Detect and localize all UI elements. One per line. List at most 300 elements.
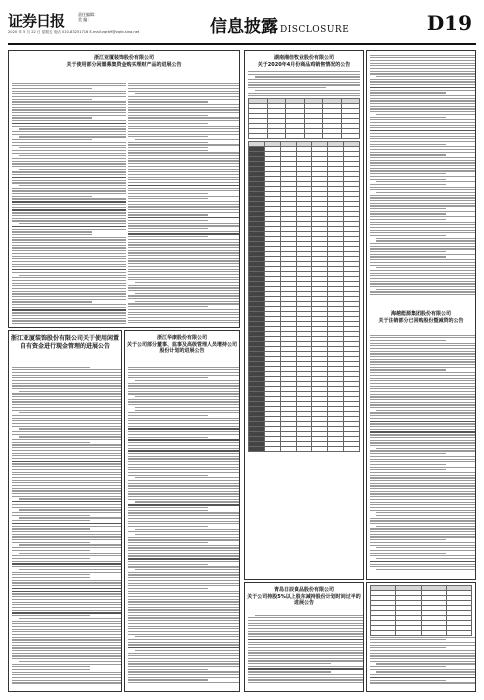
text-line	[128, 285, 240, 286]
text-line	[12, 288, 126, 289]
text-line	[128, 663, 240, 664]
text-line	[12, 369, 122, 370]
text-line	[12, 580, 122, 581]
announcement-4-summary-table	[248, 98, 360, 139]
text-line	[12, 396, 122, 397]
text-line	[12, 485, 122, 486]
text-line	[370, 523, 476, 524]
text-line	[12, 442, 90, 443]
text-line	[370, 642, 476, 643]
text-line	[128, 599, 240, 600]
text-line	[12, 245, 126, 246]
announcement-2	[8, 330, 122, 692]
text-line	[248, 663, 331, 664]
text-line	[370, 149, 476, 150]
text-line	[248, 679, 364, 680]
text-line	[248, 639, 364, 640]
text-line	[12, 547, 122, 548]
text-line	[12, 258, 126, 259]
text-line	[12, 401, 122, 402]
text-line	[128, 287, 240, 288]
text-line	[370, 394, 476, 395]
text-line	[128, 214, 208, 215]
text-line	[128, 469, 240, 470]
text-line	[370, 122, 476, 123]
table-cell	[312, 447, 328, 452]
text-line	[128, 547, 240, 548]
text-line	[12, 626, 122, 627]
text-line	[12, 377, 122, 378]
text-line	[12, 431, 122, 432]
text-line	[128, 131, 240, 132]
text-line	[12, 196, 92, 197]
text-line	[12, 299, 126, 300]
text-line	[376, 410, 476, 411]
text-line	[135, 529, 240, 530]
text-line	[370, 100, 476, 101]
text-line	[12, 418, 122, 419]
text-line	[128, 117, 240, 118]
text-line	[128, 564, 208, 565]
text-line	[370, 356, 476, 357]
text-line	[370, 146, 476, 147]
text-line	[12, 488, 122, 489]
text-line	[12, 261, 126, 262]
text-line	[128, 488, 240, 489]
text-line	[370, 361, 476, 362]
text-line	[370, 343, 476, 344]
text-line	[12, 83, 126, 84]
text-line	[128, 179, 240, 180]
text-line	[135, 93, 240, 94]
text-line	[128, 123, 208, 124]
newspaper-logo: 证券日报	[8, 12, 65, 30]
text-line	[128, 217, 240, 218]
announcement-6-text	[245, 613, 364, 691]
text-line	[12, 607, 122, 608]
announcement-5-company: 海越能源集团股份有限公司	[390, 311, 451, 317]
text-line	[128, 158, 240, 159]
text-line	[128, 653, 240, 654]
text-line	[370, 450, 476, 451]
text-line	[370, 372, 476, 373]
text-line	[376, 663, 476, 664]
text-line	[370, 337, 476, 338]
text-line	[128, 193, 208, 194]
text-line	[370, 645, 476, 646]
announcement-2-text	[9, 365, 122, 691]
text-line	[12, 474, 122, 475]
text-line	[12, 666, 90, 667]
text-line	[248, 620, 364, 621]
text-line	[12, 229, 126, 230]
text-line	[12, 604, 122, 605]
text-line	[12, 501, 122, 502]
text-line	[248, 633, 364, 634]
text-line	[370, 345, 476, 346]
text-line	[370, 415, 476, 416]
text-line	[12, 256, 126, 257]
text-line	[12, 163, 126, 164]
text-line	[128, 236, 208, 237]
text-line	[12, 231, 92, 232]
text-line	[128, 458, 240, 459]
text-line	[12, 534, 122, 535]
text-line	[12, 320, 126, 321]
text-line	[12, 664, 122, 665]
text-line	[12, 542, 90, 543]
text-line	[128, 274, 240, 275]
text-line	[370, 483, 476, 484]
text-line	[128, 475, 208, 476]
text-line	[370, 386, 476, 387]
text-line	[370, 246, 476, 247]
text-line	[135, 636, 240, 637]
text-line	[135, 410, 240, 411]
text-line	[12, 107, 126, 108]
text-line	[12, 385, 122, 386]
announcement-1-heading	[9, 55, 239, 68]
text-line	[12, 88, 92, 89]
announcement-4-intro	[245, 71, 363, 96]
text-line	[12, 572, 122, 573]
dateline: 2020 年 5 月 22 日 星期五 电话 010-83251716 E-mail:zqrb9@zqrb.sina.net	[8, 30, 140, 34]
text-line	[12, 215, 126, 216]
text-line	[370, 650, 476, 651]
text-line	[370, 281, 476, 282]
text-line	[370, 459, 476, 460]
text-line	[19, 618, 122, 619]
text-line	[128, 182, 240, 183]
text-line	[12, 655, 122, 656]
text-line	[12, 207, 126, 208]
section-title	[210, 12, 349, 37]
table-cell	[296, 447, 312, 452]
designer-line: 美 编：	[78, 17, 92, 22]
text-line	[128, 209, 240, 210]
text-line	[128, 147, 208, 148]
text-line	[135, 282, 240, 283]
text-line	[248, 660, 364, 661]
text-line	[128, 239, 240, 240]
text-line	[135, 650, 240, 651]
text-line	[12, 177, 126, 178]
text-line	[370, 81, 476, 82]
text-line	[370, 364, 476, 365]
text-line	[135, 569, 240, 570]
text-line	[12, 420, 122, 421]
text-line	[370, 195, 476, 196]
section-title-cn: 信息披露	[210, 17, 278, 37]
text-line	[370, 566, 476, 567]
text-line	[12, 621, 122, 622]
text-line	[128, 609, 240, 610]
text-line	[12, 593, 122, 594]
text-line	[12, 677, 122, 678]
text-line	[12, 650, 122, 651]
text-line	[12, 174, 126, 175]
text-line	[370, 275, 476, 276]
text-line	[128, 577, 240, 578]
text-line	[128, 523, 240, 524]
text-line	[12, 85, 126, 86]
table-cell	[264, 447, 280, 452]
text-line	[12, 410, 122, 411]
text-line	[12, 637, 122, 638]
text-line	[248, 84, 360, 85]
text-line	[135, 396, 240, 397]
text-line	[12, 112, 126, 113]
announcement-6	[244, 582, 364, 692]
text-line	[19, 147, 126, 148]
text-line	[12, 585, 122, 586]
text-line	[128, 531, 240, 532]
text-line	[248, 617, 364, 618]
text-line	[370, 213, 446, 214]
text-line	[12, 682, 122, 683]
text-line	[370, 528, 476, 529]
table-cell	[249, 134, 268, 139]
text-line	[370, 227, 476, 228]
text-line	[248, 625, 364, 626]
text-line	[12, 423, 122, 424]
text-line	[128, 320, 240, 321]
text-line	[12, 117, 92, 118]
text-line	[12, 453, 122, 454]
text-line	[370, 477, 476, 478]
text-line	[12, 674, 122, 675]
text-line	[12, 237, 126, 238]
text-line	[128, 312, 240, 313]
text-line	[12, 139, 92, 140]
text-line	[128, 572, 240, 573]
text-line	[12, 375, 122, 376]
text-line	[128, 367, 240, 368]
text-line	[12, 469, 122, 470]
text-line	[128, 101, 208, 102]
text-line	[128, 420, 240, 421]
text-line	[12, 515, 90, 516]
text-line	[19, 155, 126, 156]
text-line	[12, 158, 126, 159]
text-line	[248, 668, 364, 669]
text-line	[12, 266, 126, 267]
text-line	[12, 318, 126, 319]
text-line	[128, 401, 240, 402]
announcement-1-company: 浙江亚厦装饰股份有限公司	[93, 55, 154, 61]
text-line	[370, 73, 476, 74]
text-line	[128, 258, 240, 259]
text-line	[128, 561, 240, 562]
text-line	[128, 399, 240, 400]
text-line	[370, 348, 476, 349]
text-line	[12, 104, 126, 105]
text-line	[128, 467, 240, 468]
text-line	[370, 68, 476, 69]
text-line	[12, 204, 126, 205]
announcement-1-text-col-2	[125, 81, 240, 327]
text-line	[370, 133, 476, 134]
text-line	[370, 136, 476, 137]
text-line	[370, 475, 476, 476]
text-line	[12, 234, 92, 235]
text-line	[248, 644, 364, 645]
text-line	[128, 196, 240, 197]
masthead-rule	[8, 43, 476, 45]
text-line	[128, 496, 240, 497]
text-line	[370, 534, 476, 535]
text-line	[12, 393, 122, 394]
text-line	[370, 248, 476, 249]
text-line	[370, 273, 476, 274]
text-line	[128, 317, 240, 318]
text-line	[370, 421, 476, 422]
text-line	[128, 247, 240, 248]
text-line	[128, 372, 240, 373]
text-line	[12, 550, 90, 551]
text-line	[128, 152, 240, 153]
text-line	[12, 596, 122, 597]
text-line	[12, 591, 122, 592]
text-line	[376, 547, 476, 548]
text-line	[12, 504, 122, 505]
text-line	[128, 558, 240, 559]
text-line	[370, 168, 476, 169]
text-line	[248, 79, 360, 80]
section-title-en: DISCLOSURE	[280, 25, 350, 35]
text-line	[128, 601, 240, 602]
text-line	[12, 426, 122, 427]
text-line	[12, 472, 122, 473]
text-line	[370, 232, 476, 233]
announcement-6-company: 青岛日辰食品股份有限公司	[273, 587, 334, 593]
text-line	[370, 65, 476, 66]
text-line	[370, 154, 446, 155]
text-line	[12, 566, 122, 567]
text-line	[12, 253, 126, 254]
text-line	[128, 628, 240, 629]
text-line	[128, 185, 240, 186]
text-line	[19, 509, 122, 510]
text-line	[12, 450, 122, 451]
table-row	[249, 447, 360, 452]
text-line	[248, 658, 364, 659]
text-line	[128, 169, 240, 170]
text-line	[248, 666, 364, 667]
text-line	[370, 653, 476, 654]
text-line	[376, 671, 476, 672]
text-line	[12, 264, 126, 265]
text-line	[370, 359, 476, 360]
text-line	[128, 507, 208, 508]
text-line	[370, 189, 476, 190]
text-line	[12, 599, 122, 600]
text-line	[135, 501, 240, 502]
text-line	[12, 134, 126, 135]
table-row	[249, 134, 360, 139]
text-line	[12, 461, 122, 462]
text-line	[370, 391, 476, 392]
text-line	[128, 303, 240, 304]
text-line	[370, 561, 476, 562]
text-line	[370, 488, 476, 489]
text-line	[12, 388, 122, 389]
text-line	[128, 504, 240, 505]
text-line	[128, 295, 240, 296]
text-line	[12, 242, 126, 243]
text-line	[12, 561, 122, 562]
text-line	[12, 447, 122, 448]
text-line	[12, 323, 126, 324]
text-line	[12, 96, 126, 97]
text-line	[12, 536, 122, 537]
text-line	[370, 187, 476, 188]
text-line	[12, 480, 122, 481]
text-line	[128, 442, 240, 443]
text-line	[12, 293, 126, 294]
text-line	[370, 520, 476, 521]
text-line	[370, 235, 446, 236]
text-line	[128, 583, 240, 584]
text-line	[370, 340, 446, 341]
text-line	[12, 193, 126, 194]
text-line	[128, 126, 240, 127]
text-line	[12, 250, 126, 251]
text-line	[128, 393, 240, 394]
text-line	[128, 661, 240, 662]
text-line	[248, 647, 364, 648]
text-line	[370, 375, 476, 376]
text-line	[19, 391, 122, 392]
text-line	[12, 444, 122, 445]
text-line	[370, 429, 476, 430]
text-line	[128, 615, 240, 616]
text-line	[128, 550, 240, 551]
text-line	[128, 322, 240, 323]
text-line	[370, 637, 476, 638]
text-line	[376, 267, 476, 268]
text-line	[135, 139, 240, 140]
text-line	[248, 93, 360, 94]
text-line	[128, 542, 208, 543]
text-line	[19, 128, 126, 129]
text-line	[12, 615, 90, 616]
table-cell	[328, 447, 344, 452]
text-line	[128, 298, 240, 299]
text-line	[128, 596, 240, 597]
text-line	[128, 136, 208, 137]
text-line	[128, 512, 240, 513]
text-line	[128, 220, 208, 221]
text-line	[370, 95, 476, 96]
text-line	[12, 399, 122, 400]
text-line	[128, 418, 240, 419]
text-line	[128, 591, 240, 592]
text-line	[370, 507, 476, 508]
text-line	[12, 507, 122, 508]
text-line	[370, 412, 476, 413]
text-line	[12, 212, 126, 213]
text-line	[19, 185, 126, 186]
text-line	[128, 277, 240, 278]
text-line	[128, 314, 240, 315]
text-line	[128, 225, 240, 226]
text-line	[128, 464, 240, 465]
text-line	[128, 679, 208, 680]
text-line	[370, 647, 446, 648]
text-line	[370, 502, 476, 503]
text-line	[128, 166, 240, 167]
